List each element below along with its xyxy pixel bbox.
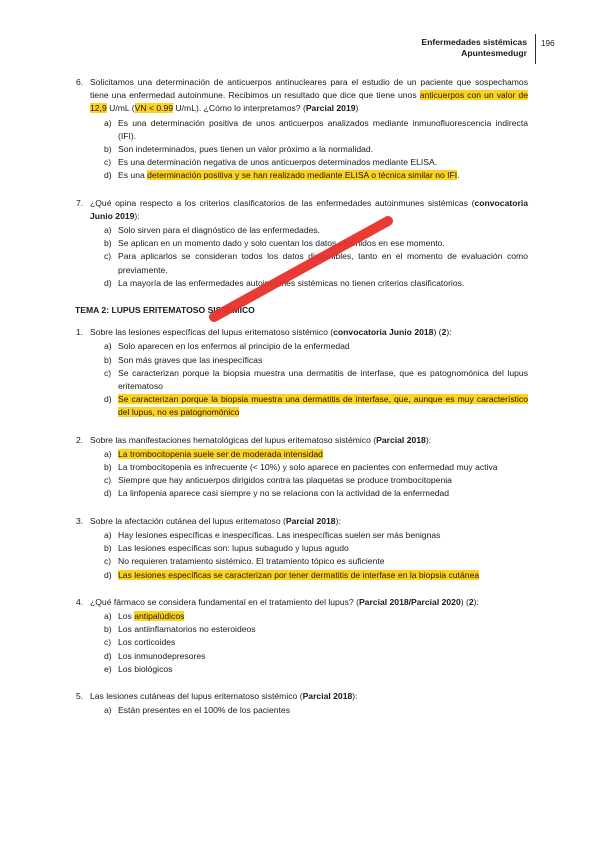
option-a: a) La trombocitopenia suele ser de moderada intensidad: [104, 448, 323, 459]
question-2: [76, 434, 528, 501]
option-e: e) Los biológicos: [104, 663, 173, 674]
exam-tag: convocatoria Junio 2019: [90, 197, 528, 221]
option-b: b) Se aplican en un momento dado y solo cuentan los datos obtenidos en ese momento.: [104, 238, 445, 249]
question-text: ¿Qué fármaco se considera fundamental en el tratamiento del lupus? (Parcial 2018/Parcial 2020) (2):: [90, 596, 479, 607]
question-number: 6.: [76, 77, 84, 87]
option-d: d) La mayoría de las enfermedades autoinmunes sistémicas no tienen criterios clasificatorios.: [104, 277, 465, 288]
option-a: a) Hay lesiones específicas e inespecíficas. Las inespecíficas suelen ser más benignas: [104, 529, 441, 540]
question-number: 2.: [76, 434, 84, 445]
highlight: La trombocitopenia suele ser de moderada intensidad: [118, 448, 323, 459]
option-d: d) Los inmunodepresores: [104, 650, 206, 661]
option-a: a) Los antipalúdicos: [104, 610, 185, 621]
exam-tag: 2: [441, 327, 447, 338]
exam-tag: Parcial 2018: [285, 515, 336, 526]
option-b: b) Las lesiones específicas son: lupus subagudo y lupus agudo: [104, 543, 349, 554]
question-4: [76, 596, 528, 676]
highlight: antipalúdicos: [134, 610, 185, 621]
option-b: b) La trombocitopenia es infrecuente (< 10%) y solo aparece en pacientes con enfermedad muy activa: [104, 462, 498, 473]
page-number: 196: [541, 39, 555, 48]
option-list: [90, 224, 528, 290]
exam-tag: convocatoria Junio 2018: [333, 327, 434, 338]
option-c: c) Para aplicarlos se consideran todos los datos disponibles, tanto en el momento de evaluación como previamente.: [104, 251, 528, 275]
option-a: a) Solo aparecen en los enfermos al principio de la enfermedad: [104, 341, 350, 352]
question-text: Sobre las manifestaciones hematológicas del lupus eritematoso sistémico (Parcial 2018):: [90, 434, 432, 445]
exam-tag: 2: [468, 596, 474, 607]
question-text: Sobre las lesiones específicas del lupus eritematoso sistémico (convocatoria Junio 2018) (2):: [90, 327, 452, 338]
exam-tag: Parcial 2019: [305, 103, 356, 114]
question-number: 5.: [76, 690, 84, 701]
exam-tag: Parcial 2018: [376, 434, 426, 445]
question-number: 1.: [76, 327, 84, 338]
header-divider: [535, 34, 536, 64]
highlight: VN < 0.99: [134, 103, 174, 114]
option-d: d) Se caracterizan porque la biopsia muestra una dermatitis de interfase, que, aunque es muy característico del lupus, no es patognomónico: [104, 394, 528, 418]
highlight: Las lesiones específicas se caracterizan por tener dermatitis de interfase en la biopsia cutánea: [118, 569, 480, 580]
question-3: [76, 515, 528, 582]
option-c: c) Es una determinación negativa de unos anticuerpos determinados mediante ELISA.: [104, 157, 438, 168]
question-5: [76, 690, 528, 717]
question-text: ¿Qué opina respecto a los criterios clasificatorios de las enfermedades autoinmunes sistémicas (convocatoria Junio 2019):: [90, 197, 528, 221]
section-heading: TEMA 2: LUPUS ERITEMATOSO SISTÉMICO: [75, 305, 255, 316]
exam-tag: Parcial 2018/Parcial 2020: [358, 596, 461, 607]
option-c: c) Los corticoides: [104, 637, 176, 648]
option-list: [90, 529, 528, 582]
option-b: b) Son indeterminados, pues tienen un valor próximo a la normalidad.: [104, 144, 374, 155]
option-d: d) La linfopenia aparece casi siempre y no se relaciona con la actividad de la enfermedad: [104, 488, 450, 499]
option-a: a) Es una determinación positiva de unos anticuerpos analizados mediante inmunofluorescencia indirecta (IFI).: [104, 117, 528, 141]
page-header: [421, 37, 527, 59]
option-b: b) Son más graves que las inespecíficas: [104, 354, 263, 365]
question-text: Solicitamos una determinación de anticuerpos antinucleares para el estudio de un paciente que sospechamos tiene una enfermedad autoinmune. Recibimos un resultado que dice que tiene unos anticuerpos con un valor de 12,9 U/mL (VN < 0.99 U/mL). ¿Cómo lo interpretamos? (Parcial 2019): [90, 77, 528, 114]
option-a: a) Solo sirven para el diagnóstico de las enfermedades.: [104, 225, 321, 236]
option-b: b) Los antiinflamatorios no esteroideos: [104, 624, 256, 635]
exam-tag: Parcial 2018: [302, 690, 353, 701]
option-list: [90, 117, 528, 183]
highlight: Se caracterizan porque la biopsia muestra una dermatitis de interfase, que, aunque es muy característico del lupus, no es patognomónico: [118, 394, 528, 418]
header-author: Apuntesmedugr: [461, 48, 527, 58]
option-a: a) Están presentes en el 100% de los pacientes: [104, 705, 290, 716]
question-number: 4.: [76, 596, 84, 607]
option-list: [90, 448, 528, 501]
question-text: Las lesiones cutáneas del lupus eritematoso sistémico (Parcial 2018):: [90, 690, 358, 701]
option-list: [90, 704, 528, 717]
question-7: [76, 197, 528, 290]
option-d: d) Las lesiones específicas se caracterizan por tener dermatitis de interfase en la biopsia cutánea: [104, 569, 480, 580]
option-list: [90, 610, 528, 676]
highlight: determinación positiva y se han realizado mediante ELISA o técnica similar no IFI: [147, 170, 458, 181]
option-c: c) Siempre que hay anticuerpos dirigidos contra las plaquetas se produce trombocitopenia: [104, 475, 452, 486]
question-number: 7.: [76, 197, 84, 208]
question-text: Sobre la afectación cutánea del lupus eritematoso (Parcial 2018):: [90, 515, 341, 526]
option-d: d) Es una determinación positiva y se han realizado mediante ELISA o técnica similar no IFI.: [104, 170, 460, 181]
option-c: c) No requieren tratamiento sistémico. El tratamiento tópico es suficiente: [104, 556, 385, 567]
header-title: Enfermedades sistémicas: [421, 37, 527, 47]
question-number: 3.: [76, 515, 84, 526]
page-content: [76, 76, 528, 731]
highlight: anticuerpos con un valor de 12,9: [90, 90, 528, 114]
option-list: [90, 340, 528, 419]
question-1: [76, 326, 528, 419]
question-6: [76, 76, 528, 183]
option-c: c) Se caracterizan porque la biopsia muestra una dermatitis de interfase, que es patognomónica del lupus eritematoso: [104, 367, 528, 392]
